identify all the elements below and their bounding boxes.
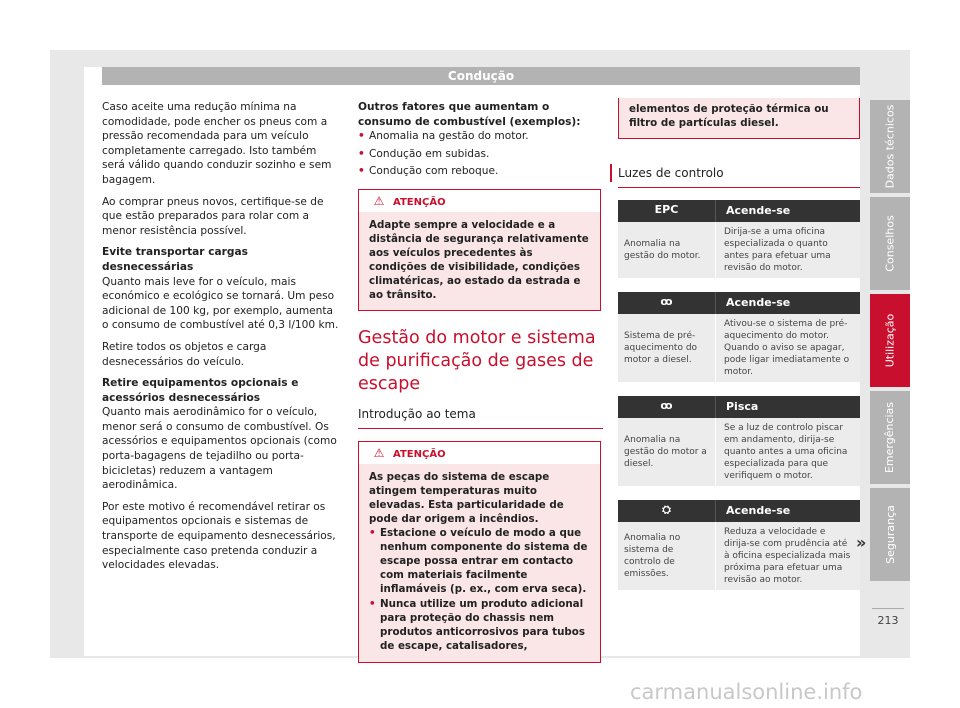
paragraph: Por este motivo é recomendável retirar os equipamentos opcionais e sistemas de transporte de equipamento desnecessários, especialmente caso pretenda conduzir a velocidades elevadas. <box>102 500 336 572</box>
tab-conselhos[interactable] <box>870 197 910 290</box>
indicator-cause: Anomalia no sistema de controlo de emissões. <box>624 532 681 579</box>
indicator-state: Pisca <box>715 396 860 418</box>
tab-dados-tecnicos[interactable] <box>870 100 910 193</box>
list-intro: Outros fatores que aumentam o consumo de combustível (exemplos): <box>358 101 581 128</box>
subheading <box>618 161 860 188</box>
indicator-state: Acende-se <box>715 292 860 314</box>
list-item: • Nunca utilize um produto adicional para proteção do chassis nem produtos anticorrosivos para tubos de escape, catalisadores, <box>369 597 590 653</box>
indicator-solution: Dirija-se a uma oficina especializada o quanto antes para efetuar uma revisão do motor. <box>715 222 860 278</box>
indicator-cause: Anomalia na gestão do motor a diesel. <box>624 434 707 469</box>
tab-label: Segurança <box>883 505 897 564</box>
indicator-solution: Reduza a velocidade e dirija-se com prudência até à oficina especializada mais próxima para efetuar uma revisão ao motor. <box>715 522 860 590</box>
tab-label: Conselhos <box>883 215 897 272</box>
page-header: Condução <box>102 67 860 85</box>
warning-header <box>359 190 600 212</box>
indicator-cause: Sistema de pré-aquecimento do motor a diesel. <box>624 330 698 365</box>
subheading-text: Introdução ao tema <box>358 406 476 421</box>
list-item: • Estacione o veículo de modo a que nenhum componente do sistema de escape possa entrar em contacto com materiais facilmente inflamáveis (p. ex., com erva seca). <box>369 526 590 596</box>
factor-list <box>358 129 601 179</box>
tab-label: Utilização <box>883 313 897 368</box>
paragraph: Retire todos os objetos e carga desnecessários do veículo. <box>102 340 267 368</box>
page-number: 213 <box>877 614 899 627</box>
accent-bar <box>610 164 612 182</box>
warning-triangle-icon: ⚠ <box>373 193 385 208</box>
continue-arrow-icon: » <box>856 533 867 552</box>
glow-plug-icon: ꝏ <box>660 295 673 309</box>
column-2 <box>358 100 601 663</box>
indicator-row <box>618 522 860 590</box>
engine-check-icon: ⛭ <box>662 503 671 517</box>
warning-text: Adapte sempre a velocidade e a distância de segurança relativamente aos veículos precedentes às condições de visibilidade, condições climatéricas, ao estado da estrada e ao trânsito. <box>359 212 600 310</box>
tab-emergencias[interactable] <box>870 391 910 484</box>
tab-label: Emergências <box>883 401 897 474</box>
indicator-table <box>618 200 860 590</box>
tab-label: Dados técnicos <box>883 104 897 189</box>
indicator-header <box>618 292 860 314</box>
indicator-row <box>618 222 860 278</box>
subheading-text: Luzes de controlo <box>618 166 724 180</box>
section-title: Gestão do motor e sistema de purificação de gases de escape <box>358 327 596 394</box>
paragraph-heading: Evite transportar cargas desnecessárias <box>102 246 248 273</box>
subheading <box>358 402 603 429</box>
list-item: • Condução com reboque. <box>358 164 601 179</box>
warning-text: As peças do sistema de escape atingem temperaturas muito elevadas. Esta particularidade de pode dar origem a incêndios. <box>369 470 564 525</box>
paragraph: Quanto mais leve for o veículo, mais económico e ecológico se tornará. Um peso adicional de 100 kg, por exemplo, aumenta o consumo de combustível até 0,3 l/100 km. <box>102 275 339 332</box>
warning-header <box>359 442 600 464</box>
paragraph: Quanto mais aerodinâmico for o veículo, menor será o consumo de combustível. Os acessórios e equipamentos opcionais (como porta-bagagens de tejadilho ou porta-bicicletas) reduzem a vantagem aerodinâmica. <box>102 406 337 492</box>
list-item: • Condução em subidas. <box>358 147 601 162</box>
column-1 <box>102 100 342 580</box>
indicator-header <box>618 396 860 418</box>
warning-label: ATENÇÃO <box>393 196 446 208</box>
warning-triangle-icon: ⚠ <box>373 445 385 460</box>
indicator-header <box>618 200 860 222</box>
paragraph: Caso aceite uma redução mínima na comodidade, pode encher os pneus com a pressão recomendada para um veículo completamente carregado. Isto também será válido quando conduzir sozinho e sem bagagem. <box>102 101 332 186</box>
column-3 <box>618 98 860 590</box>
paragraph-heading: Retire equipamentos opcionais e acessórios desnecessários <box>102 377 299 404</box>
indicator-state: Acende-se <box>715 500 860 522</box>
warning-continuation: elementos de proteção térmica ou filtro de partículas diesel. <box>618 98 860 139</box>
indicator-cause: Anomalia na gestão do motor. <box>624 238 701 261</box>
glow-plug-icon: ꝏ <box>660 399 673 413</box>
indicator-state: Acende-se <box>715 200 860 222</box>
warning-box <box>358 441 601 663</box>
tab-utilizacao[interactable] <box>870 294 910 387</box>
paragraph: Ao comprar pneus novos, certifique-se de que estão preparados para rolar com a menor resistência possível. <box>102 195 324 237</box>
indicator-row <box>618 418 860 486</box>
page-number-divider <box>872 608 904 609</box>
warning-box <box>358 189 601 311</box>
list-item: • Anomalia na gestão do motor. <box>358 129 601 144</box>
indicator-row <box>618 314 860 382</box>
indicator-solution: Ativou-se o sistema de pré-aquecimento do motor. Quando o aviso se apagar, pode ligar imediatamente o motor. <box>715 314 860 382</box>
watermark: carmanualsonline.info <box>630 680 863 704</box>
warning-list <box>369 526 590 653</box>
indicator-solution: Se a luz de controlo piscar em andamento, dirija-se quanto antes a uma oficina especializada para que verifiquem o motor. <box>715 418 860 486</box>
indicator-header <box>618 500 860 522</box>
tab-seguranca[interactable] <box>870 488 910 581</box>
epc-warning-icon: EPC <box>654 203 679 217</box>
warning-body <box>359 464 600 662</box>
warning-label: ATENÇÃO <box>393 448 446 460</box>
